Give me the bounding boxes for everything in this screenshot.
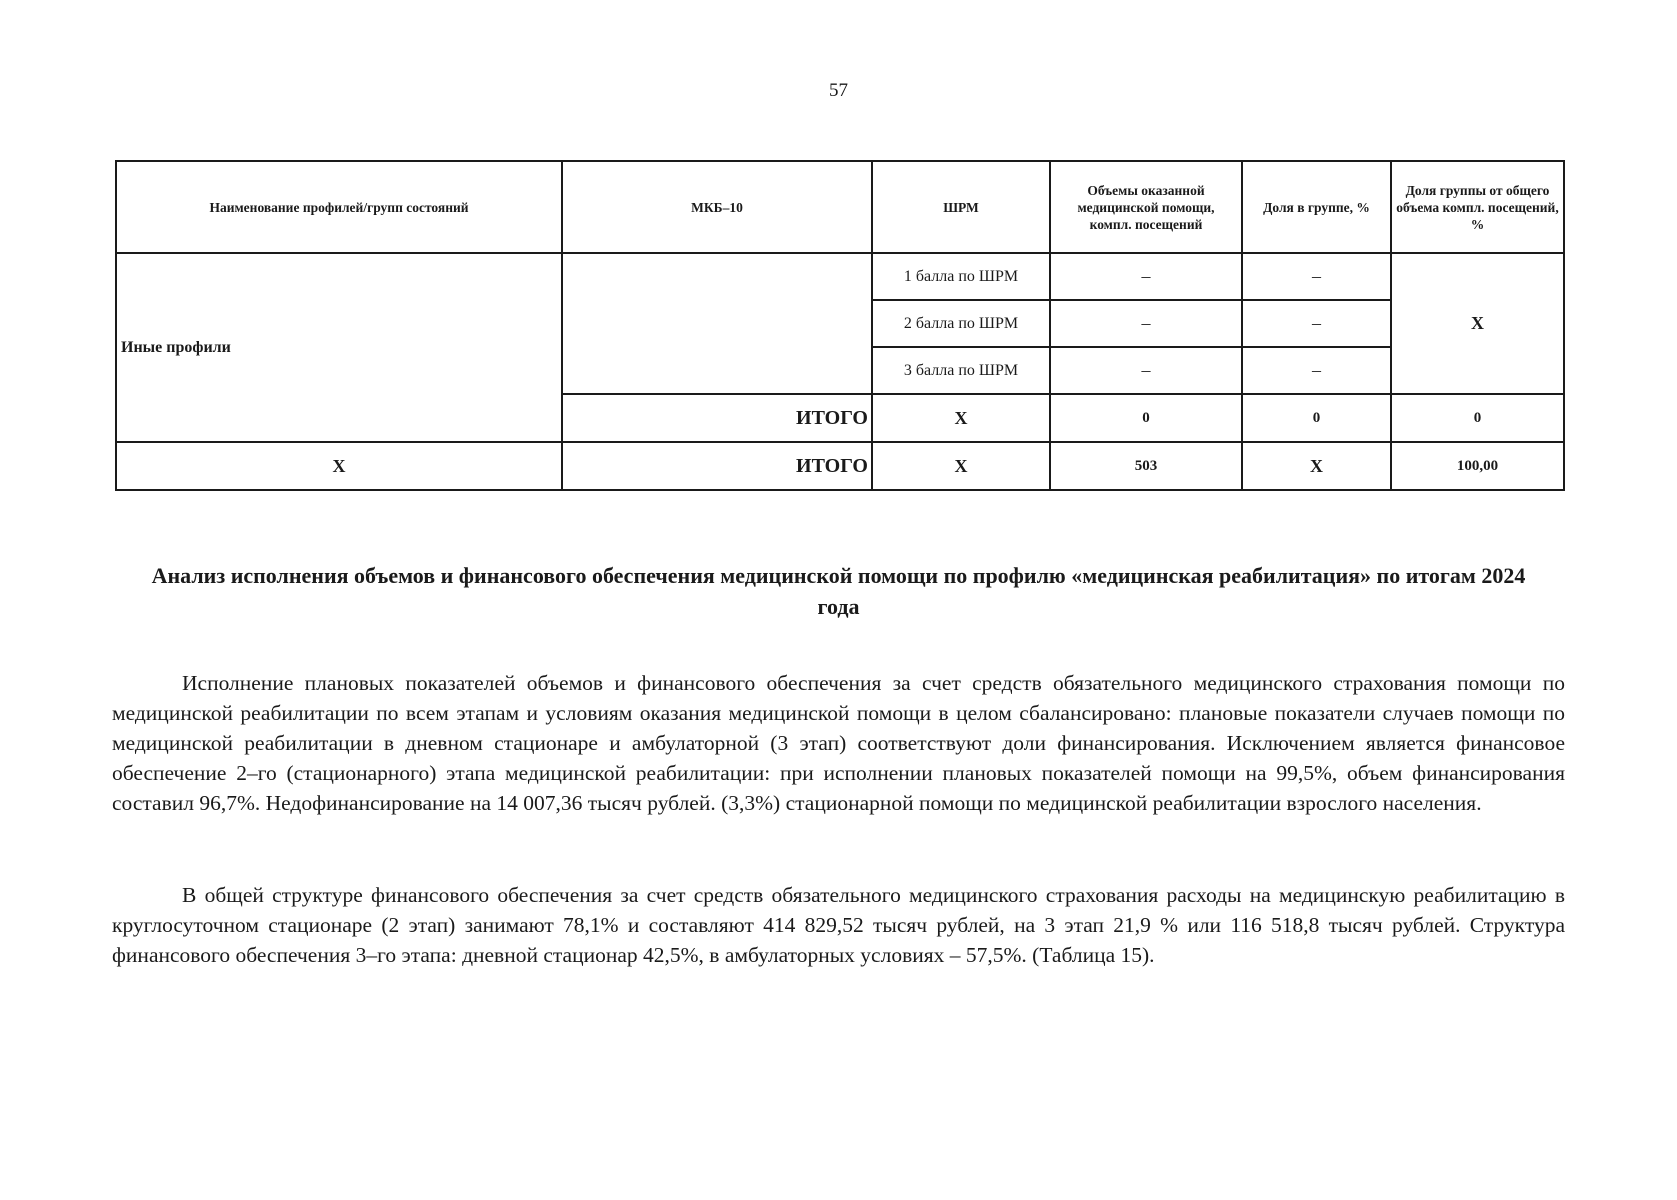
body-paragraph: В общей структуре финансового обеспечения за счет средств обязательного медицинского страхования расходы на медицинскую реабилитацию в круглосуточном стационаре (2 этап) занимают 78,1% и составляют 414 829,52 тысяч рублей, на 3 этап 21,9 % или 116 518,8 тысяч рублей. Структура финансового обеспечения 3–го этапа: дневной стационар 42,5%, в амбулаторных условиях – 57,5%. (Таблица 15). [112,883,1565,967]
grand-total-row [116,442,1564,490]
shrm-cell: 1 балла по ШРМ [872,253,1050,300]
share-cell: – [1242,253,1391,300]
grand-total-share: Х [1242,442,1391,490]
group-name-cell: Иные профили [116,253,562,442]
subtotal-share: 0 [1242,394,1391,442]
header-icd10: МКБ–10 [562,161,872,253]
subtotal-label: ИТОГО [562,394,872,442]
icd10-cell [562,253,872,394]
subtotal-group-share: 0 [1391,394,1564,442]
page-number: 57 [829,80,848,101]
grand-total-volume: 503 [1050,442,1242,490]
rehabilitation-volumes-table [115,160,1565,491]
table-row [116,253,1564,300]
shrm-cell: 3 балла по ШРМ [872,347,1050,394]
grand-total-shrm: Х [872,442,1050,490]
grand-total-label: ИТОГО [562,442,872,490]
volume-cell: – [1050,347,1242,394]
section-title: Анализ исполнения объемов и финансового обеспечения медицинской помощи по профилю «медицинская реабилитация» по итогам 2024 года [151,563,1526,619]
table-header-row [116,161,1564,253]
subtotal-shrm: Х [872,394,1050,442]
header-shrm: ШРМ [872,161,1050,253]
share-cell: – [1242,300,1391,347]
group-share-cell: Х [1391,253,1564,394]
grand-total-group-share: 100,00 [1391,442,1564,490]
volume-cell: – [1050,253,1242,300]
body-paragraph: Исполнение плановых показателей объемов и финансового обеспечения за счет средств обязательного медицинского страхования помощи по медицинской реабилитации по всем этапам и условиям оказания медицинской помощи в целом сбалансировано: плановые показатели случаев помощи по медицинской реабилитации в дневном стационаре и амбулаторной (3 этап) соответствуют доли финансирования. Исключением является финансовое обеспечение 2–го (стационарного) этапа медицинской реабилитации: при исполнении плановых показателей помощи на 99,5%, объем финансирования составил 96,7%. Недофинансирование на 14 007,36 тысяч рублей. (3,3%) стационарной помощи по медицинской реабилитации взрослого населения. [112,671,1565,815]
subtotal-volume: 0 [1050,394,1242,442]
header-profile-name: Наименование профилей/групп состояний [116,161,562,253]
grand-total-name: Х [116,442,562,490]
share-cell: – [1242,347,1391,394]
volume-cell: – [1050,300,1242,347]
shrm-cell: 2 балла по ШРМ [872,300,1050,347]
header-volume: Объемы оказанной медицинской помощи, компл. посещений [1050,161,1242,253]
header-group-share: Доля группы от общего объема компл. посещений, % [1391,161,1564,253]
header-share-in-group: Доля в группе, % [1242,161,1391,253]
